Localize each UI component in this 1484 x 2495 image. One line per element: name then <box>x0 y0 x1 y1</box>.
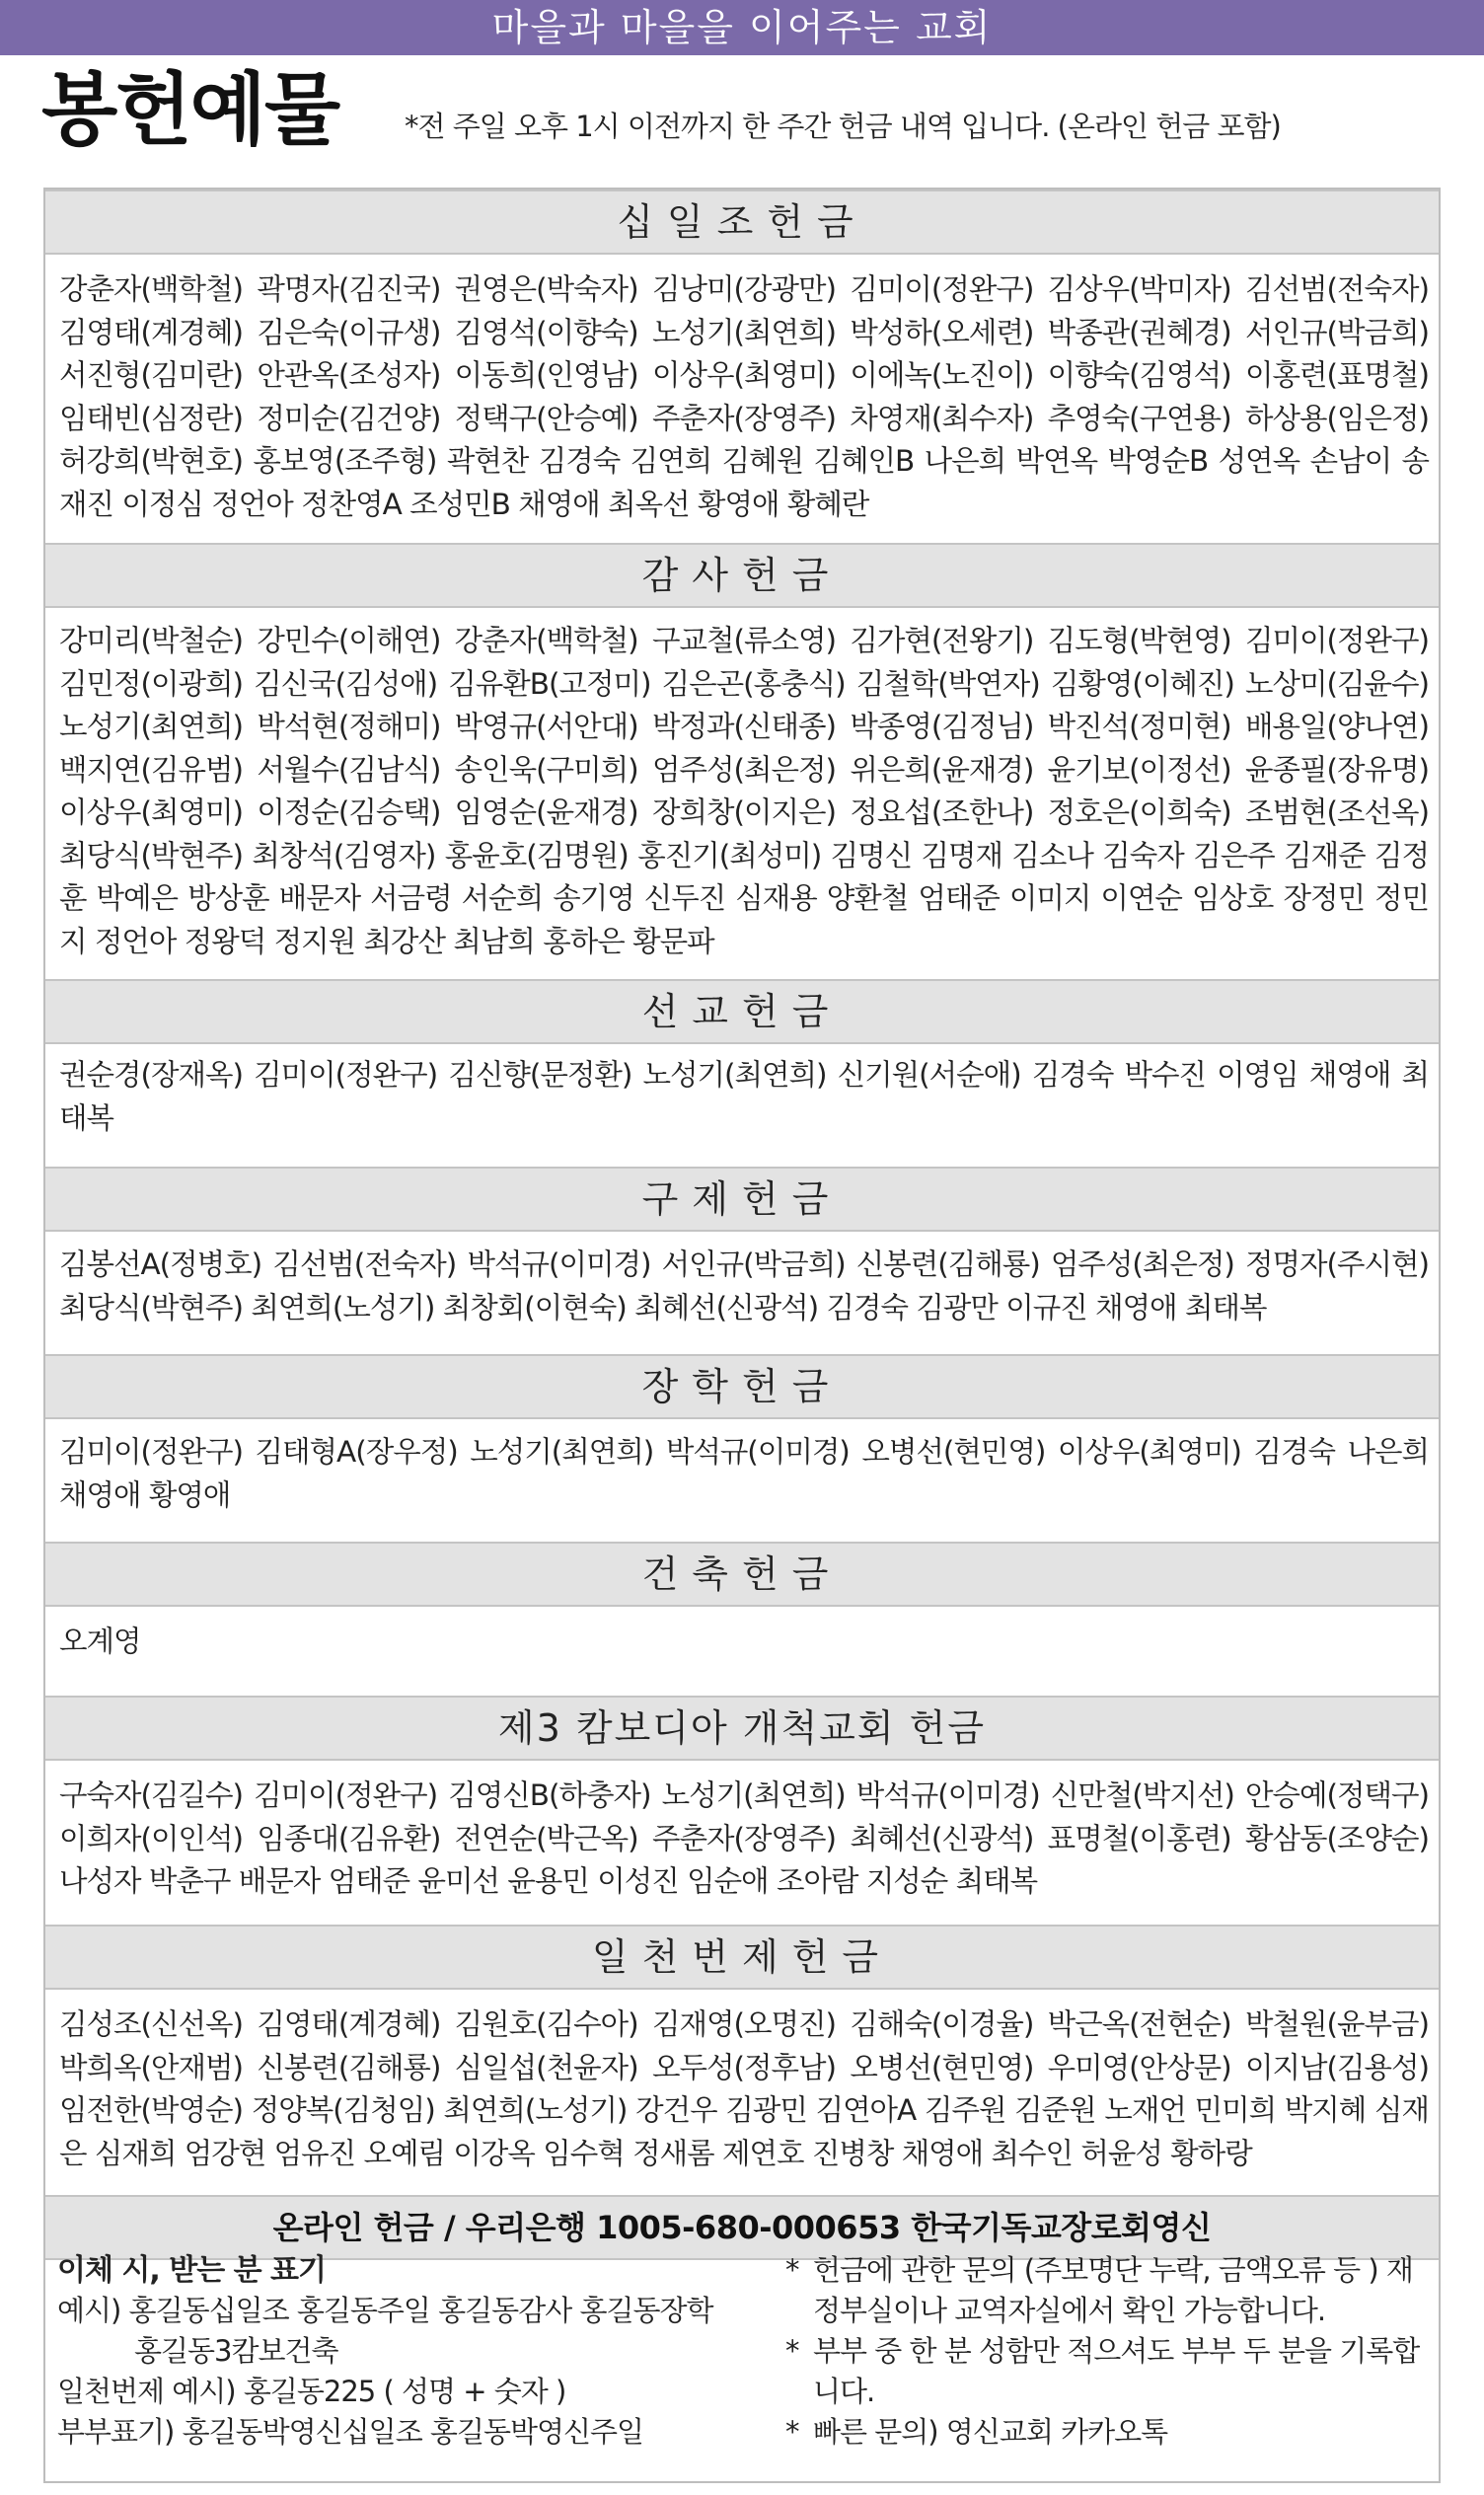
couple-notation-example: 부부표기) 홍길동박영신십일조 홍길동박영신주일 <box>57 2415 644 2449</box>
inquiry-notes <box>785 2250 1427 2453</box>
section-heading-cambodia: 제3 캄보디아 개척교회 헌금 <box>45 1696 1439 1761</box>
section-heading-scholarship: 장학헌금 <box>45 1354 1439 1419</box>
section-names-relief: 김봉선A(정병호) 김선범(전숙자) 박석규(이미경) 서인규(박금희) 신봉련(김해룡) 엄주성(최은정) 정명자(주시현) 최당식(박현주) 최연희(노성기) 최창회(이현숙) 최혜선(신광석) 김경숙 김광만 이규진 채영애 최태복 <box>59 1248 1429 1324</box>
thousand-offering-example: 일천번제 예시) 홍길동225 ( 성명 + 숫자 ) <box>57 2375 566 2408</box>
online-account-bar: 온라인 헌금 / 우리은행 1005-680-000653 한국기독교장로회영신 <box>45 2195 1439 2260</box>
offering-list <box>43 188 1441 2483</box>
title-row <box>0 55 1484 164</box>
section-names-thanksgiving: 강미리(박철순) 강민수(이해연) 강춘자(백학철) 구교철(류소영) 김가현(전왕기) 김도형(박현영) 김미이(정완구) 김민정(이광희) 김신국(김성애) 김유환B(고정미) 김은곤(홍충식) 김철학(박연자) 김황영(이혜진) 노상미(김윤수) 노성기(최연희) 박석현(정해미) 박영규(서안대) 박정과(신태종) 박종영(김정님) 박진석(정미현) 배용일(양나연) 백지연(김유범) 서월수(김남식) 송인욱(구미희) 엄주성(최은정) 위은희(윤재경) 윤기보(이정선) 윤종필(장유명) 이상우(최영미) 이정순(김승택) 임영순(윤재경) 장희창(이지은) 정요섭(조한나) 정호은(이희숙) 조범현(조선옥) 최당식(박현주) 최창석(김영자) 홍윤호(김명원) 홍진기(최성미) 김명신 김명재 김소나 김숙자 김은주 김재준 김정훈 박예은 방상훈 배문자 서금령 서순희 송기영 신두진 심재용 양환철 엄태준 이미지 이연순 임상호 장정민 정민지 정언아 정왕덕 정지원 최강산 최남희 홍하은 황문파 <box>59 624 1429 958</box>
bullet-star: * <box>785 2334 799 2368</box>
inquiry-note-item <box>785 2250 1427 2331</box>
bullet-star: * <box>785 2253 799 2287</box>
kakao-note-item <box>785 2412 1427 2453</box>
page-title: 봉헌예물 <box>41 64 339 156</box>
section-names-mission: 권순경(장재옥) 김미이(정완구) 김신향(문정환) 노성기(최연희) 신기원(서순애) 김경숙 박수진 이영임 채영애 최태복 <box>59 1058 1429 1135</box>
page-note: *전 주일 오후 1시 이전까지 한 주간 헌금 내역 입니다. (온라인 헌금 포함) <box>405 110 1281 143</box>
section-heading-thanksgiving: 감사헌금 <box>45 543 1439 608</box>
couple-note-text: 부부 중 한 분 성함만 적으셔도 부부 두 분을 기록합니다. <box>813 2334 1420 2408</box>
section-names-tithe: 강춘자(백학철) 곽명자(김진국) 권영은(박숙자) 김낭미(강광만) 김미이(정완구) 김상우(박미자) 김선범(전숙자) 김영태(계경혜) 김은숙(이규생) 김영석(이향숙) 노성기(최연희) 박성하(오세련) 박종관(권혜경) 서인규(박금희) 서진형(김미란) 안관옥(조성자) 이동희(인영남) 이상우(최영미) 이에녹(노진이) 이향숙(김영석) 이홍련(표명철) 임태빈(심정란) 정미순(김건양) 정택구(안승예) 주춘자(장영주) 차영재(최수자) 추영숙(구연용) 하상용(임은정) 허강희(박현호) 홍보영(조주형) 곽현찬 김경숙 김연희 김혜원 김혜인B 나은희 박연옥 박영순B 성연옥 손남이 송재진 이정심 정언아 정찬영A 조성민B 채영애 최옥선 황영애 황혜란 <box>59 272 1429 521</box>
kakao-note-text: 빠른 문의) 영신교회 카카오톡 <box>813 2415 1168 2449</box>
section-heading-building: 건축헌금 <box>45 1542 1439 1607</box>
transfer-example-line: 예시) 홍길동십일조 홍길동주일 홍길동감사 홍길동장학 <box>57 2294 713 2327</box>
section-names-scholarship: 김미이(정완구) 김태형A(장우정) 노성기(최연희) 박석규(이미경) 오병선(현민영) 이상우(최영미) 김경숙 나은희 채영애 황영애 <box>59 1435 1429 1512</box>
bullet-star: * <box>785 2415 799 2449</box>
transfer-notation-title: 이체 시, 받는 분 표기 <box>57 2253 327 2288</box>
section-heading-mission: 선교헌금 <box>45 979 1439 1044</box>
transfer-notation-notes <box>57 2250 787 2453</box>
transfer-example-line-cont: 홍길동3캄보건축 <box>134 2334 338 2368</box>
section-names-cambodia: 구숙자(김길수) 김미이(정완구) 김영신B(하충자) 노성기(최연희) 박석규(이미경) 신만철(박지선) 안승예(정택구) 이희자(이인석) 임종대(김유환) 전연순(박근옥) 주춘자(장영주) 최혜선(신광석) 표명철(이홍련) 황삼동(조양순) 나성자 박춘구 배문자 엄태준 윤미선 윤용민 이성진 임순애 조아람 지성순 최태복 <box>59 1778 1429 1898</box>
inquiry-note-text: 헌금에 관한 문의 (주보명단 누락, 금액오류 등 ) 재정부실이나 교역자실에서 확인 가능합니다. <box>813 2253 1413 2327</box>
section-names-thousand-offering: 김성조(신선옥) 김영태(계경혜) 김원호(김수아) 김재영(오명진) 김해숙(이경율) 박근옥(전현순) 박철원(윤부금) 박희옥(안재범) 신봉련(김해룡) 심일섭(천윤자) 오두성(정후남) 오병선(현민영) 우미영(안상문) 이지남(김용성) 임전한(박영순) 정양복(김청임) 최연희(노성기) 강건우 김광민 김연아A 김주원 김준원 노재언 민미희 박지혜 심재은 심재희 엄강현 엄유진 오예림 이강옥 임수혁 정새롬 제연호 진병창 채영애 최수인 허윤성 황하랑 <box>59 2007 1429 2170</box>
couple-note-item <box>785 2331 1427 2412</box>
header-banner: 마을과 마을을 이어주는 교회 <box>0 0 1484 55</box>
section-names-building: 오계영 <box>59 1625 141 1658</box>
section-heading-tithe: 십일조헌금 <box>45 189 1439 255</box>
section-heading-thousand-offering: 일천번제헌금 <box>45 1925 1439 1990</box>
section-heading-relief: 구제헌금 <box>45 1167 1439 1232</box>
